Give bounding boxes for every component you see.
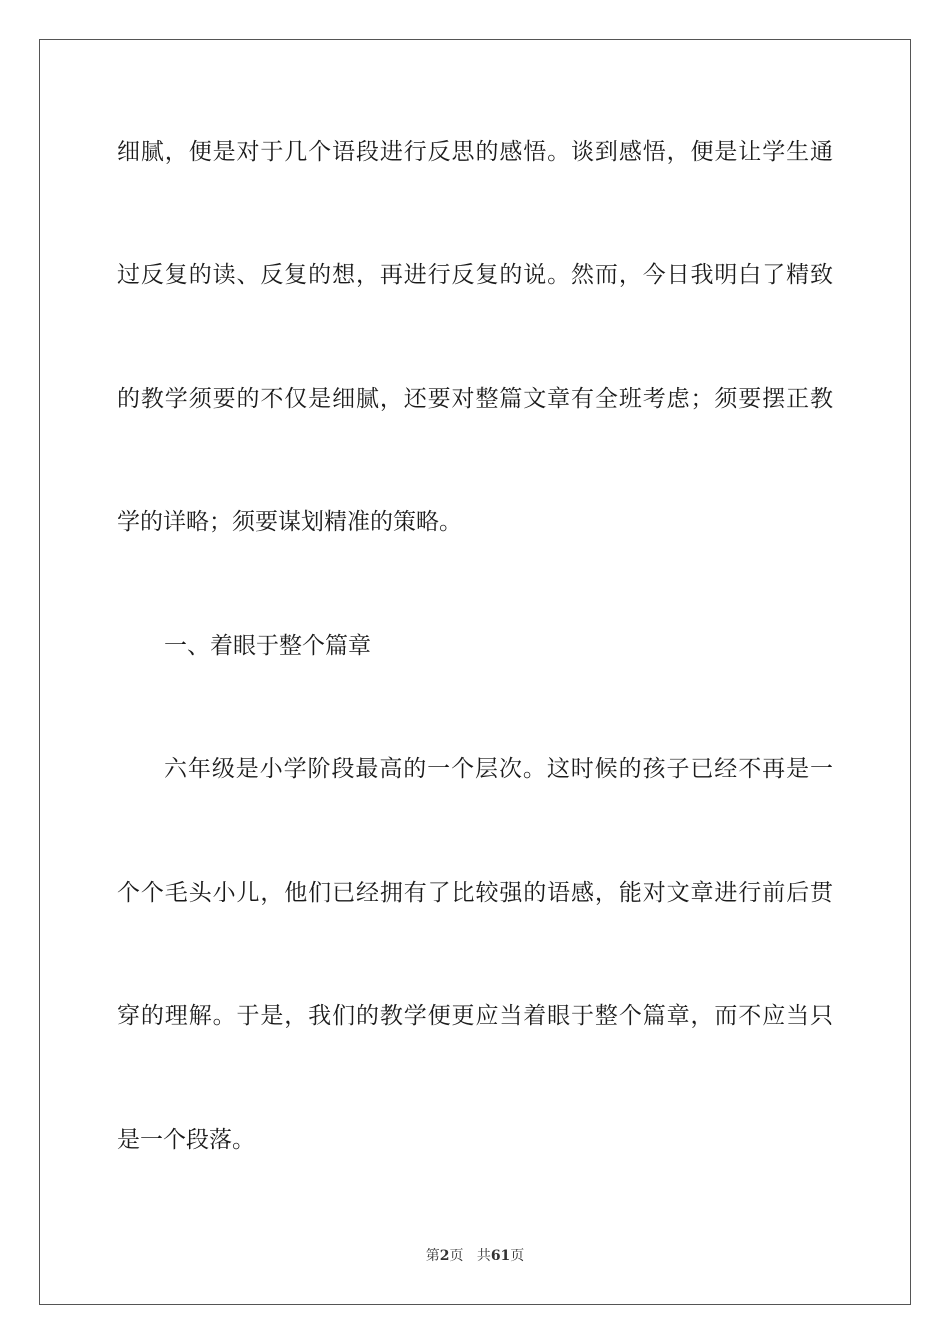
body-line: 穿的理解。于是，我们的教学便更应当着眼于整个篇章，而不应当只 — [117, 1003, 833, 1029]
body-line: 的教学须要的不仅是细腻，还要对整篇文章有全班考虑；须要摆正教 — [117, 386, 833, 412]
body-line: 个个毛头小儿，他们已经拥有了比较强的语感，能对文章进行前后贯 — [117, 880, 833, 906]
body-line: 是一个段落。 — [117, 1127, 255, 1153]
page-border — [39, 39, 911, 1305]
footer-prefix: 第 — [425, 1248, 440, 1264]
section-heading: 一、着眼于整个篇章 — [164, 633, 371, 659]
footer-total-suffix: 页 — [510, 1248, 525, 1264]
body-line: 细腻，便是对于几个语段进行反思的感悟。谈到感悟，便是让学生通 — [117, 139, 833, 165]
footer-total-prefix: 共 — [476, 1248, 491, 1264]
current-page-number: 2 — [439, 1248, 450, 1264]
body-line: 过反复的读、反复的想，再进行反复的说。然而，今日我明白了精致 — [117, 262, 833, 288]
body-line: 六年级是小学阶段最高的一个层次。这时候的孩子已经不再是一 — [164, 756, 833, 782]
total-pages-number: 61 — [490, 1248, 511, 1264]
footer-page-suffix: 页 — [449, 1248, 464, 1264]
page-footer — [0, 1247, 950, 1265]
body-line: 学的详略；须要谋划精准的策略。 — [117, 509, 462, 535]
